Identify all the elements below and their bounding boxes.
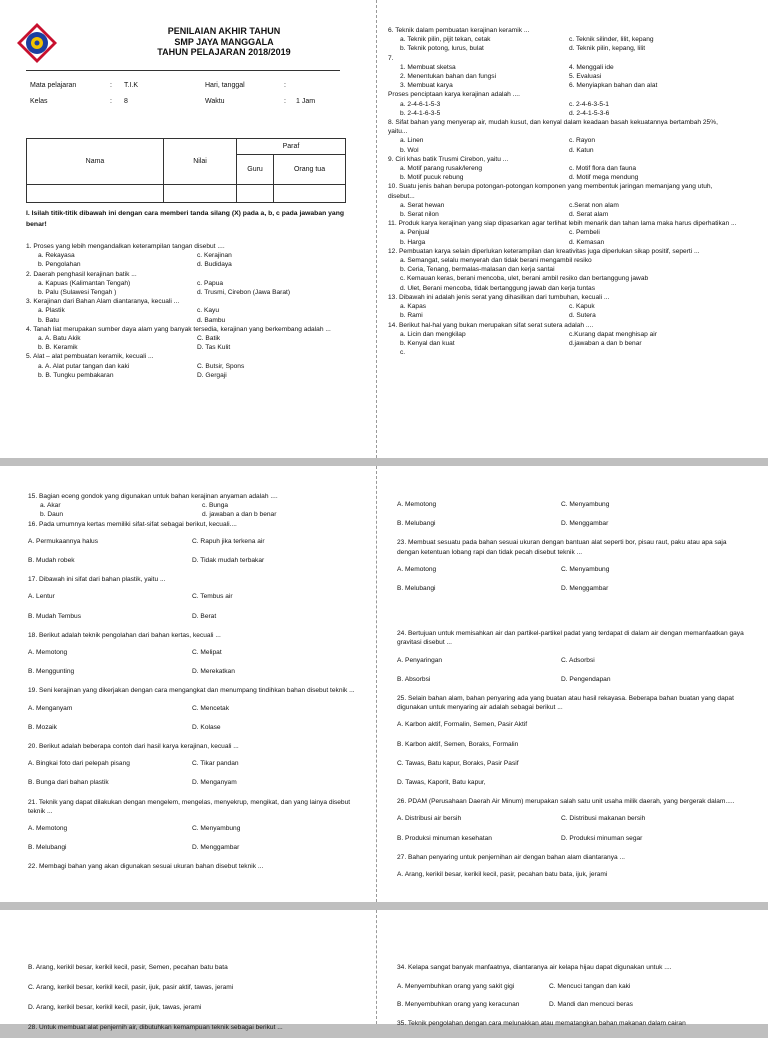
option-grid [397, 565, 745, 593]
question-text: 21. Teknik yang dapat dilakukan dengan mengelem, mengelas, menyekrup, mengikat, dan yang lainya disebut teknik ... [28, 798, 351, 815]
subject-label: Mata pelajaran [30, 82, 77, 89]
question-block [26, 352, 356, 380]
spacer [397, 787, 745, 797]
question-block [388, 118, 738, 155]
answer-option[interactable]: b. Pengolahan [38, 261, 81, 269]
answer-option[interactable]: c. Pembeli [569, 229, 600, 237]
questions-15-22 [28, 492, 364, 882]
answer-option[interactable]: C. Adsorbsi [561, 656, 595, 664]
answer-option[interactable]: B. Melubangi [28, 844, 67, 852]
subject-value: T.I.K [124, 82, 139, 89]
question-text: 18. Berikut adalah teknik pengolahan dari bahan kertas, kecuali ... [28, 631, 221, 639]
paraf-header: Paraf [237, 139, 346, 155]
answer-option[interactable]: d. Teknik pilin, kepang, lilit [569, 45, 646, 53]
answer-option[interactable]: B. Bunga dari bahan plastik [28, 779, 109, 787]
question-block [28, 798, 364, 863]
spacer [397, 528, 745, 538]
answer-option[interactable]: a. Serat hewan [400, 201, 445, 209]
spacer [28, 788, 364, 798]
questions-34-35 [397, 958, 745, 1034]
question-text: Proses penciptaan karya kerajinan adalah .... [388, 91, 520, 99]
answer-option[interactable]: D. Tas Kulit [197, 344, 231, 352]
question-text: 24. Bertujuan untuk memisahkan air dan partikel-partikel padat yang terdapat di dalam air dengan memanfaatkan gaya gravitasi disebut ... [397, 630, 744, 647]
question-block [397, 797, 745, 853]
school-name: SMP JAYA MANGGALA [174, 36, 274, 47]
answer-option[interactable]: c. Rayon [569, 137, 596, 145]
spacer [28, 621, 364, 631]
answer-option[interactable]: B. Produksi minuman kesehatan [397, 834, 492, 842]
answer-option[interactable]: 2. Menentukan bahan dan fungsi [400, 73, 497, 81]
answer-option[interactable]: a. Penjual [400, 229, 430, 237]
option-grid [28, 501, 364, 519]
question-block [28, 492, 364, 520]
answer-option[interactable]: c. Kapuk [569, 303, 595, 311]
answer-option[interactable]: D. Menggambar [561, 585, 609, 593]
question-text: 1. Proses yang lebih mengandalkan keterampilan tangan disebut .... [26, 243, 225, 250]
question-block [28, 686, 364, 742]
school-heading [104, 26, 344, 58]
question-text: 10. Suatu jenis bahan berupa potongan-potongan komponen yang membentuk jaringan memanjang yang utuh, disebut... [388, 183, 713, 200]
question-text: 14. Berikut hal-hal yang bukan merupakan sifat serat sutera adalah .... [388, 321, 594, 329]
class-value: 8 [124, 98, 128, 105]
question-text: 19. Seni kerajinan yang dikerjakan dengan cara mengangkat dan menumpang tindihkan bahan disebut teknik ... [28, 687, 355, 695]
question-block [397, 538, 745, 603]
question-block [26, 325, 356, 353]
question-text: 6. Teknik dalam pembuatan kerajinan keramik ... [388, 27, 530, 34]
exam-page-3 [0, 910, 768, 1031]
answer-option[interactable]: c. Kayu [197, 307, 219, 315]
answer-option[interactable]: D. Tidak mudah terbakar [192, 557, 265, 565]
question-text: 25. Selain bahan alam, bahan penyaring ada yang buatan atau hasil rekayasa. Beberapa bahan buatan yang dapat digunakan untuk menyaring air adalah sebagai berikut ... [397, 695, 734, 712]
answer-option[interactable]: a. Kapuas (Kalimantan Tengah) [38, 279, 131, 287]
answer-option[interactable]: C. Melipat [192, 649, 222, 657]
answer-option[interactable]: C. Menyambung [561, 501, 610, 508]
answer-option[interactable]: b. Palu (Sulawesi Tengah ) [38, 289, 117, 297]
question-block [397, 500, 745, 538]
question-text: 13. Dibawah ini adalah jenis serat yang dihasilkan dari tumbuhan, kecuali ... [388, 293, 610, 301]
answer-option[interactable]: d. Budidaya [197, 261, 232, 269]
answer-option[interactable]: a. 2-4-6-1-5-3 [400, 100, 441, 108]
question-block [388, 293, 738, 321]
answer-option[interactable]: B. Mozaik [28, 723, 57, 731]
answer-option[interactable]: B. Menggunting [28, 668, 75, 676]
answer-option[interactable]: a. Akar [40, 502, 61, 510]
parent-sign-cell[interactable] [274, 185, 346, 203]
answer-option[interactable]: C. Menyambung [561, 565, 610, 573]
answer-option[interactable]: b. Wol [400, 146, 419, 154]
question-text: 9. Ciri khas batik Trusmi Cirebon, yaitu ... [388, 155, 509, 163]
answer-option[interactable]: b. B. Tungku pembakaran [38, 371, 114, 379]
spacer [28, 676, 364, 686]
question-text: 26. PDAM (Perusahaan Daerah Air Minum) merupakan salah satu unit usaha milik daerah, yang bergerak dalam..... [397, 798, 735, 806]
answer-option[interactable]: B. Mudah robek [28, 557, 75, 565]
date-label: Hari, tanggal [205, 82, 245, 89]
option[interactable]: D. Mandi dan mencuci beras [549, 1001, 633, 1008]
option-grid [26, 334, 356, 352]
answer-option[interactable]: D. Menggambar [192, 844, 240, 852]
spacer [28, 852, 364, 862]
question-text: 35. Teknik pengolahan dengan cara melunakkan atau mematangkan bahan makanan dalam cairan [397, 1020, 686, 1027]
question-block [397, 853, 745, 889]
answer-option[interactable]: a. A. Alat putar tangan dan kaki [38, 362, 130, 370]
answer-option[interactable]: C. Menyambung [192, 825, 241, 833]
answer-option[interactable]: a. Teknik pilin, pijit tekan, cetak [400, 36, 491, 44]
answer-option[interactable]: a. Licin dan mengkilap [400, 330, 466, 338]
question-text: 22. Membagi bahan yang akan digunakan sesuai ukuran bahan disebut teknik ... [28, 863, 264, 871]
time-colon: : [284, 98, 286, 105]
answer-option[interactable]: B. Absorbsi [397, 675, 431, 683]
question-text: 16. Pada umumnya kertas memiliki sifat-sifat sebagai berikut, kecuali.... [28, 520, 237, 528]
question-text: 28. Untuk membuat alat penjernih air, dibutuhkan kemampuan teknik sebagai berikut ... [28, 1024, 283, 1031]
answer-option[interactable]: c. Papua [197, 279, 224, 287]
option[interactable]: A. Menyembuhkan orang yang sakit gigi [397, 983, 515, 990]
question-block [397, 694, 745, 797]
question-block [28, 862, 364, 881]
answer-option[interactable]: D. Menggambar [561, 520, 609, 528]
answer-option[interactable]: b. Motif pucuk rebung [400, 174, 464, 182]
question-text: 5. Alat – alat pembuatan keramik, kecuali ... [26, 353, 154, 361]
answer-option[interactable]: 1. Membuat sketsa [400, 63, 456, 71]
answer-option[interactable]: d. jawaban a dan b benar [202, 511, 277, 519]
instruction: I. Isilah titik-titik dibawah ini dengan cara memberi tanda silang (X) pada a, b, c pada jawaban yang benar! [26, 210, 345, 228]
questions-23-27 [397, 492, 745, 889]
answer-option[interactable]: d. Kemasan [569, 238, 605, 246]
answer-option[interactable]: b. B. Keramik [38, 344, 78, 352]
option-grid [388, 302, 738, 320]
answer-option[interactable]: C. Distribusi makanan bersih [561, 815, 646, 823]
option-grid [397, 814, 745, 842]
option[interactable]: C. Mencuci tangan dan kaki [549, 983, 631, 990]
exam-page-2 [0, 466, 768, 902]
answer-option[interactable]: A. Karbon aktif, Formalin, Semen, Pasir Aktif [397, 721, 528, 729]
answer-option[interactable]: 4. Menggali ide [569, 63, 614, 71]
answer-option[interactable]: B. Melubangi [397, 585, 436, 593]
time-value: 1 Jam [296, 98, 316, 105]
question-block [388, 90, 738, 118]
question-text: 2. Daerah penghasil kerajinan batik ... [26, 270, 137, 278]
answer-option[interactable]: d. 2-4-1-5-3-6 [569, 109, 610, 117]
option-grid [397, 720, 745, 787]
answer-line[interactable]: B. Arang, kerikil besar, kerikil kecil, pasir, Semen, pecahan batu bata [28, 964, 228, 971]
answer-option[interactable]: A. Bingkai foto dari pelepah pisang [28, 760, 130, 768]
score-table [26, 138, 346, 203]
answer-option[interactable]: a. A. Batu Akik [38, 335, 81, 343]
answer-option[interactable]: c. Kemauan keras, berani mencoba, ulet, berani ambil resiko dan bertanggung jawab [400, 275, 649, 283]
spacer [28, 565, 364, 575]
option-grid [26, 251, 356, 269]
class-colon: : [110, 98, 112, 105]
question-text: 34. Kelapa sangat banyak manfaatnya, diantaranya air kelapa hijau dapat digunakan untuk .... [397, 964, 672, 971]
school-year: TAHUN PELAJARAN 2018/2019 [157, 47, 291, 57]
answer-option[interactable]: 3. Membuat karya [400, 82, 453, 90]
questions-27-28-cont [28, 958, 364, 1038]
questions-6-14 [388, 26, 738, 357]
answer-option[interactable]: B. Mudah Tembus [28, 612, 82, 620]
questions-1-5 [26, 242, 356, 380]
question-block [388, 54, 738, 91]
school-emblem-icon [16, 22, 58, 64]
answer-option[interactable]: d. Trusmi, Cirebon (Jawa Barat) [197, 289, 291, 297]
answer-option[interactable]: D. Merekatkan [192, 668, 235, 676]
answer-option[interactable]: A. Arang, kerikil besar, kerikil kecil, pasir, pecahan batu bata, ijuk, jerami [397, 871, 608, 879]
option-grid [397, 870, 745, 879]
answer-option[interactable]: B. Melubangi [397, 520, 436, 528]
answer-option[interactable]: c. Motif flora dan fauna [569, 165, 637, 173]
class-label: Kelas [30, 98, 48, 105]
question-block [388, 26, 738, 54]
answer-option[interactable]: c.Kurang dapat menghisap air [569, 330, 657, 338]
question-block [26, 242, 356, 270]
answer-option[interactable]: d. Serat alam [569, 211, 609, 219]
answer-option[interactable]: C. Tembus air [192, 593, 233, 601]
option-grid [28, 592, 364, 620]
option-grid [397, 500, 745, 528]
option-grid [28, 704, 364, 732]
answer-option[interactable]: D. Pengendapan [561, 675, 611, 683]
date-colon: : [284, 82, 286, 89]
answer-option[interactable]: 5. Evaluasi [569, 73, 602, 81]
answer-option[interactable]: d. Sutera [569, 312, 596, 320]
question-block [388, 219, 738, 247]
answer-option[interactable]: a. Semangat, selalu menyerah dan tidak berani mengambil resiko [400, 257, 592, 265]
answer-option[interactable]: b. Ceria, Tenang, bermalas-malasan dan kerja santai [400, 266, 555, 274]
answer-option[interactable]: C. Tikar pandan [192, 760, 239, 768]
answer-option[interactable]: C. Butsir, Spons [197, 362, 245, 370]
option-grid [388, 330, 738, 358]
parent-header: Orang tua [274, 155, 346, 185]
question-block [388, 155, 738, 183]
answer-option[interactable]: b. Batu [38, 316, 59, 324]
question-block [26, 297, 356, 325]
answer-option[interactable]: A. Penyaringan [397, 656, 443, 664]
answer-option[interactable]: b. Teknik potong, lurus, bulat [400, 45, 484, 53]
answer-option[interactable]: c. Bunga [202, 502, 229, 510]
question-text: 8. Sifat bahan yang menyerap air, mudah kusut, dan kenyal dalam keadaan basah kekuatannya bertambah 25%, yaitu... [388, 119, 718, 136]
option-grid [388, 164, 738, 182]
answer-option[interactable]: a. Kapas [400, 303, 427, 311]
question-block [28, 742, 364, 798]
question-block [28, 520, 364, 576]
answer-option[interactable]: A. Memotong [28, 825, 68, 833]
question-text: 20. Berikut adalah beberapa contoh dari hasil karya kerajinan, kecuali ... [28, 743, 239, 751]
name-header: Nama [27, 139, 164, 185]
answer-option[interactable]: d. Ulet, Berani mencoba, tidak bertanggung jawab dan kerja tuntas [400, 284, 596, 292]
answer-option[interactable]: c.Serat non alam [569, 201, 619, 209]
answer-option[interactable]: d. Katun [569, 146, 594, 154]
answer-option[interactable]: A. Lentur [28, 593, 55, 601]
answer-line[interactable]: C. Arang, kerikil besar, kerikil kecil, pasir, ijuk, pasir aktif, tawas, jerami [28, 984, 234, 991]
spacer [397, 879, 745, 889]
question-block [388, 321, 738, 358]
column-divider [376, 910, 377, 1024]
option-grid [26, 306, 356, 324]
option-grid [28, 824, 364, 852]
answer-option[interactable]: a. Motif parang rusak/lereng [400, 165, 483, 173]
option[interactable]: B. Menyembuhkan orang yang keracunan [397, 1001, 520, 1008]
answer-option[interactable]: c. [400, 349, 406, 357]
option-grid [388, 256, 738, 293]
answer-option[interactable]: A. Distribusi air bersih [397, 815, 462, 823]
option-grid [397, 656, 745, 684]
option-grid [26, 279, 356, 297]
question-text: 4. Tanah liat merupakan sumber daya alam yang banyak tersedia, kerajinan yang berkembang adalah ... [26, 325, 331, 333]
answer-option[interactable]: b. Daun [40, 511, 64, 519]
answer-option[interactable]: A. Memotong [28, 649, 68, 657]
name-cell[interactable] [27, 185, 164, 203]
answer-option[interactable]: a. Plastik [38, 307, 65, 315]
spacer [397, 603, 745, 629]
answer-option[interactable]: B. Karbon aktif, Semen, Boraks, Formalin [397, 740, 519, 748]
option-grid [28, 759, 364, 787]
option-grid [388, 63, 738, 91]
answer-option[interactable]: D. Kolase [192, 723, 221, 731]
answer-line[interactable]: D. Arang, kerikil besar, kerikil kecil, pasir, ijuk, tawas, jerami [28, 1004, 202, 1011]
option-grid [26, 362, 356, 380]
answer-option[interactable]: c. 2-4-6-3-5-1 [569, 100, 609, 108]
time-label: Waktu [205, 98, 225, 105]
answer-option[interactable]: 6. Menyiapkan bahan dan alat [569, 82, 658, 90]
answer-option[interactable]: C. Tawas, Batu kapur, Boraks, Pasir Pasif [397, 759, 519, 767]
option-grid [397, 978, 745, 1014]
question-text: 15. Bagian eceng gondok yang digunakan untuk bahan kerajinan anyaman adalah .... [28, 493, 278, 500]
question-text: 23. Membuat sesuatu pada bahan sesuai ukuran dengan bantuan alat seperti bor, pisau raut, paku atau apa saja dengan ketentuan lobang rapi dan tidak pecah disebut teknik ... [397, 539, 727, 556]
exam-page-1 [0, 0, 768, 458]
answer-option[interactable]: a. Rekayasa [38, 252, 75, 260]
spacer [397, 684, 745, 694]
column-divider [376, 0, 377, 458]
question-text: 12. Pembuatan karya selain diperlukan keterampilan dan kreativitas juga diperlukan sikap positif, seperti ... [388, 247, 700, 255]
exam-title: PENILAIAN AKHIR TAHUN [167, 26, 281, 36]
answer-option[interactable]: D. Tawas, Kaporit, Batu kapur, [397, 779, 486, 787]
spacer [28, 732, 364, 742]
option-grid [28, 537, 364, 565]
answer-option[interactable]: C. Batik [197, 335, 221, 343]
answer-option[interactable]: d.jawaban a dan b benar [569, 339, 642, 347]
option-grid [388, 100, 738, 118]
answer-option[interactable]: d. Motif mega mendung [569, 174, 639, 182]
question-text: 7. [388, 54, 394, 62]
question-block [28, 575, 364, 631]
answer-option[interactable]: D. Gergaji [197, 371, 227, 379]
question-text: 11. Produk karya kerajinan yang siap dipasarkan agar terlihat lebih menarik dan tahan lama maka harus diperhatikan ... [388, 220, 737, 228]
teacher-sign-cell[interactable] [237, 185, 274, 203]
question-text: 27. Bahan penyaring untuk penjernihan air dengan bahan alam diantaranya ... [397, 853, 626, 861]
answer-option[interactable]: b. Harga [400, 238, 426, 246]
question-block [388, 182, 738, 219]
answer-option[interactable]: A. Memotong [397, 565, 437, 573]
answer-option[interactable]: A. Permukaannya halus [28, 537, 99, 545]
question-block [388, 247, 738, 293]
subject-colon: : [110, 82, 112, 89]
option-grid [388, 201, 738, 219]
answer-option[interactable]: b. Kenyal dan kuat [400, 339, 455, 347]
question-text: 3. Kerajinan dari Bahan Alam diantaranya, kecuali ... [26, 298, 180, 306]
header-rule [26, 70, 340, 71]
question-text: 17. Dibawah ini sifat dari bahan plastik, yaitu ... [28, 576, 166, 584]
answer-option[interactable]: c. Teknik silinder, lilit, kepang [569, 36, 654, 44]
column-divider [376, 466, 377, 902]
answer-option[interactable] [569, 348, 738, 357]
answer-option[interactable]: a. Linen [400, 137, 424, 145]
question-block [26, 270, 356, 298]
question-block [28, 631, 364, 687]
answer-option[interactable]: A. Memotong [397, 501, 437, 508]
answer-option[interactable]: C. Rapuh jika terkena air [192, 537, 265, 545]
answer-option[interactable]: b. Serat nilon [400, 211, 439, 219]
score-cell[interactable] [164, 185, 237, 203]
answer-option[interactable]: C. Mencetak [192, 704, 230, 712]
score-header: Nilai [164, 139, 237, 185]
answer-option[interactable]: D. Produksi minuman segar [561, 834, 643, 842]
option-grid [388, 35, 738, 53]
spacer [397, 843, 745, 853]
answer-option[interactable]: c. Kerajinan [197, 252, 232, 260]
answer-option[interactable]: D. Berat [192, 612, 217, 620]
answer-option[interactable]: D. Menganyam [192, 779, 237, 787]
option-grid [388, 228, 738, 246]
option-grid [388, 136, 738, 154]
spacer [397, 593, 745, 603]
answer-option[interactable]: b. 2-4-1-6-3-5 [400, 109, 441, 117]
teacher-header: Guru [237, 155, 274, 185]
question-block [397, 603, 745, 694]
answer-option[interactable]: A. Menganyam [28, 704, 73, 712]
answer-option[interactable]: b. Rami [400, 312, 423, 320]
spacer [28, 872, 364, 882]
answer-option[interactable]: d. Bambu [197, 316, 226, 324]
option-grid [28, 648, 364, 676]
